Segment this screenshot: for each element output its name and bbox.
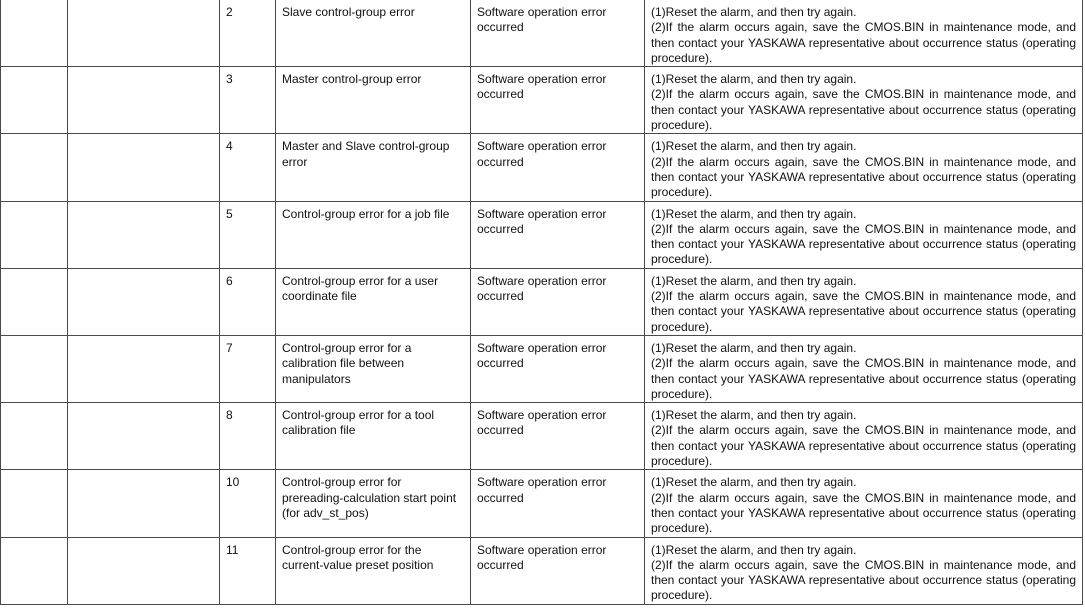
alarm-name-cell xyxy=(68,470,220,537)
table-row xyxy=(1,67,1083,134)
meaning-cell: Slave control-group error xyxy=(276,0,471,67)
alarm-number-cell xyxy=(1,470,68,537)
remedy-step-2: (2)If the alarm occurs again, save the CMOS.BIN in maintenance mode, and then contact your YASKAWA representative about occurrence status (operating procedure). xyxy=(651,356,1076,401)
subcode-cell: 2 xyxy=(220,0,276,67)
table-row xyxy=(1,335,1083,402)
remedy-cell xyxy=(645,335,1083,402)
alarm-name-cell xyxy=(68,335,220,402)
remedy-step-1: (1)Reset the alarm, and then try again. xyxy=(651,340,857,355)
remedy-cell xyxy=(645,403,1083,470)
subcode-cell: 11 xyxy=(220,537,276,604)
cause-cell: Software operation error occurred xyxy=(471,470,645,537)
subcode-cell: 6 xyxy=(220,268,276,335)
remedy-cell xyxy=(645,537,1083,604)
remedy-step-2: (2)If the alarm occurs again, save the CMOS.BIN in maintenance mode, and then contact your YASKAWA representative about occurrence status (operating procedure). xyxy=(651,289,1076,334)
remedy-step-1: (1)Reset the alarm, and then try again. xyxy=(651,475,857,490)
meaning-cell: Control-group error for a tool calibration file xyxy=(276,403,471,470)
remedy-step-2: (2)If the alarm occurs again, save the CMOS.BIN in maintenance mode, and then contact your YASKAWA representative about occurrence status (operating procedure). xyxy=(651,490,1076,536)
table-row xyxy=(1,403,1083,470)
remedy-step-1: (1)Reset the alarm, and then try again. xyxy=(651,72,857,87)
remedy-cell xyxy=(645,0,1083,67)
meaning-cell: Master control-group error xyxy=(276,67,471,134)
remedy-step-2: (2)If the alarm occurs again, save the CMOS.BIN in maintenance mode, and then contact your YASKAWA representative about occurrence status (operating procedure). xyxy=(651,154,1076,200)
meaning-cell: Control-group error for the current-value preset position xyxy=(276,537,471,604)
cause-cell: Software operation error occurred xyxy=(471,201,645,268)
meaning-cell: Control-group error for a calibration file between manipulators xyxy=(276,335,471,402)
remedy-step-1: (1)Reset the alarm, and then try again. xyxy=(651,408,857,423)
alarm-name-cell xyxy=(68,537,220,604)
alarm-name-cell xyxy=(68,0,220,67)
cause-cell: Software operation error occurred xyxy=(471,335,645,402)
meaning-cell: Control-group error for prereading-calculation start point (for adv_st_pos) xyxy=(276,470,471,537)
remedy-step-2: (2)If the alarm occurs again, save the CMOS.BIN in maintenance mode, and then contact your YASKAWA representative about occurrence status (operating procedure). xyxy=(651,87,1076,133)
subcode-cell: 10 xyxy=(220,470,276,537)
remedy-step-2: (2)If the alarm occurs again, save the CMOS.BIN in maintenance mode, and then contact your YASKAWA representative about occurrence status (operating procedure). xyxy=(651,423,1076,469)
alarm-number-cell xyxy=(1,67,68,134)
alarm-name-cell xyxy=(68,268,220,335)
meaning-cell: Control-group error for a job file xyxy=(276,201,471,268)
subcode-cell: 4 xyxy=(220,134,276,201)
remedy-step-2: (2)If the alarm occurs again, save the CMOS.BIN in maintenance mode, and then contact your YASKAWA representative about occurrence status (operating procedure). xyxy=(651,557,1076,603)
remedy-step-1: (1)Reset the alarm, and then try again. xyxy=(651,206,857,221)
alarm-number-cell xyxy=(1,268,68,335)
cause-cell: Software operation error occurred xyxy=(471,403,645,470)
meaning-cell: Master and Slave control-group error xyxy=(276,134,471,201)
remedy-cell xyxy=(645,134,1083,201)
alarm-number-cell xyxy=(1,134,68,201)
table-row xyxy=(1,201,1083,268)
alarm-name-cell xyxy=(68,67,220,134)
alarm-number-cell xyxy=(1,201,68,268)
subcode-cell: 7 xyxy=(220,335,276,402)
remedy-cell xyxy=(645,67,1083,134)
subcode-cell: 3 xyxy=(220,67,276,134)
remedy-cell xyxy=(645,470,1083,537)
alarm-number-cell xyxy=(1,335,68,402)
alarm-name-cell xyxy=(68,201,220,268)
alarm-number-cell xyxy=(1,537,68,604)
remedy-step-1: (1)Reset the alarm, and then try again. xyxy=(651,139,857,154)
remedy-step-1: (1)Reset the alarm, and then try again. xyxy=(651,273,857,288)
cause-cell: Software operation error occurred xyxy=(471,67,645,134)
alarm-name-cell xyxy=(68,403,220,470)
remedy-step-2: (2)If the alarm occurs again, save the CMOS.BIN in maintenance mode, and then contact your YASKAWA representative about occurrence status (operating procedure). xyxy=(651,221,1076,267)
alarm-name-cell xyxy=(68,134,220,201)
cause-cell: Software operation error occurred xyxy=(471,0,645,67)
cause-cell: Software operation error occurred xyxy=(471,268,645,335)
table-row xyxy=(1,0,1083,67)
remedy-step-1: (1)Reset the alarm, and then try again. xyxy=(651,5,857,19)
alarm-table-body xyxy=(1,0,1083,604)
remedy-step-2: (2)If the alarm occurs again, save the CMOS.BIN in maintenance mode, and then contact your YASKAWA representative about occurrence status (operating procedure). xyxy=(651,20,1076,65)
meaning-cell: Control-group error for a user coordinate file xyxy=(276,268,471,335)
table-row xyxy=(1,134,1083,201)
remedy-cell xyxy=(645,201,1083,268)
alarm-number-cell xyxy=(1,0,68,67)
table-row xyxy=(1,537,1083,604)
subcode-cell: 5 xyxy=(220,201,276,268)
table-row xyxy=(1,470,1083,537)
remedy-cell xyxy=(645,268,1083,335)
cause-cell: Software operation error occurred xyxy=(471,537,645,604)
table-row xyxy=(1,268,1083,335)
subcode-cell: 8 xyxy=(220,403,276,470)
cause-cell: Software operation error occurred xyxy=(471,134,645,201)
remedy-step-1: (1)Reset the alarm, and then try again. xyxy=(651,542,857,557)
alarm-number-cell xyxy=(1,403,68,470)
